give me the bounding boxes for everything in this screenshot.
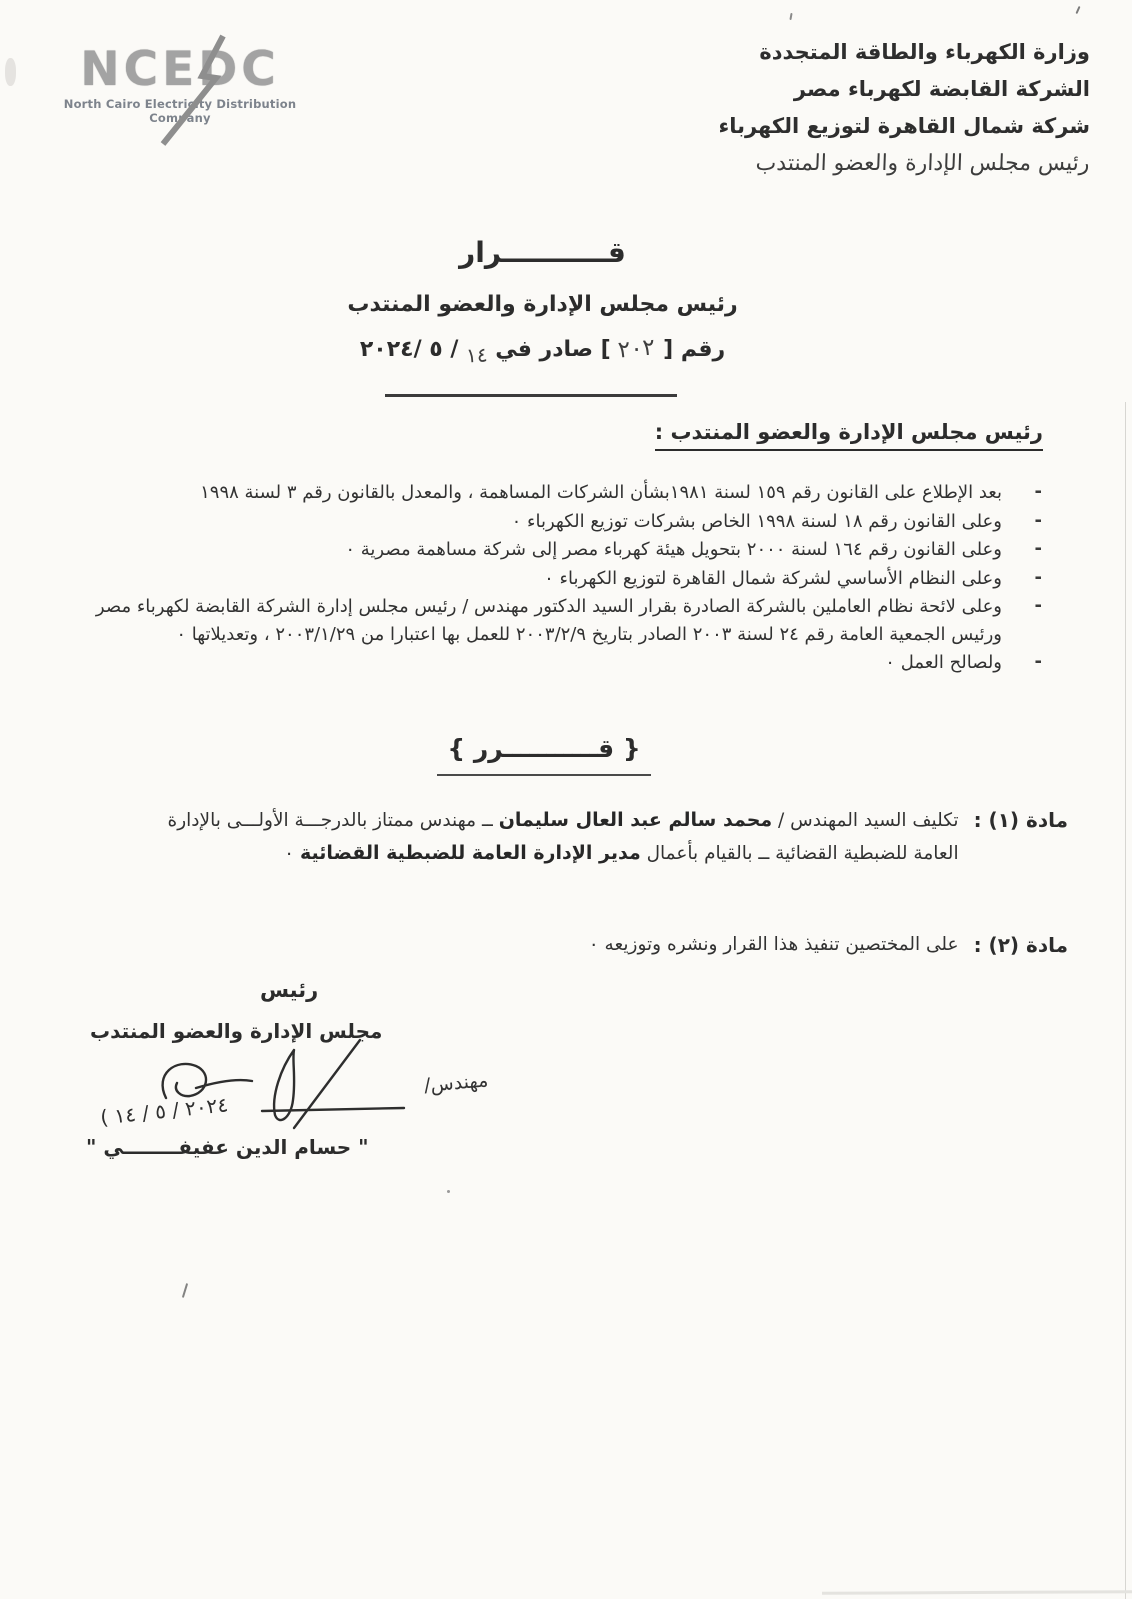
scan-edge-bottom: [822, 1590, 1132, 1595]
assignee-name: محمد سالم عبد العال سليمان: [498, 809, 773, 831]
decree-number-line: [0, 334, 1085, 368]
date-separator-2: /: [413, 337, 430, 362]
preamble-list: [66, 479, 1044, 678]
stray-mark-top-center: [789, 13, 792, 20]
signer-name: " حسام الدين عفيفــــــــي ": [86, 1135, 369, 1159]
scan-smudge-left: [5, 58, 16, 86]
article-1-period: ٠: [284, 843, 300, 864]
decree-word: قـــــــــــرار: [459, 236, 626, 269]
article-2: [63, 929, 1068, 961]
list-item: - بعد الإطلاع على القانون رقم ١٥٩ لسنة ١٩٨١بشأن الشركات المساهمة ، والمعدل بالقانون رقم ٣ لسنة ١٩٩٨: [66, 479, 1044, 507]
list-item: - وعلى لائحة نظام العاملين بالشركة الصادرة بقرار السيد الدكتور مهندس / رئيس مجلس إدارة الشركة القابضة لكهرباء مصر ورئيس الجمعية العامة رقم ٢٤ لسنة ٢٠٠٣ الصادر بتاريخ ٢٠٠٣/٢/٩ للعمل بها اعتبارا من ٢٠٠٣/١/٢٩ ، وتعديلاتها ٠: [66, 593, 1044, 648]
assigned-position: مدير الإدارة العامة للضبطية القضائية: [299, 842, 641, 864]
ncedc-logo: [50, 42, 310, 125]
preamble-heading: رئيس مجلس الإدارة والعضو المنتدب :: [655, 420, 1043, 451]
list-item: - وعلى النظام الأساسي لشركة شمال القاهرة لتوزيع الكهرباء ٠: [66, 565, 1044, 593]
handwritten-decree-number: ٢٠٢: [617, 334, 657, 364]
stray-pen-mark: [182, 1283, 188, 1298]
decision-block: [0, 734, 1088, 776]
decision-word: { قـــــــــــرر }: [437, 734, 650, 776]
signer-title-line-2: مجلس الإدارة والعضو المنتدب: [90, 1019, 383, 1043]
article-1-body: [159, 804, 959, 870]
stray-dot: [447, 1190, 450, 1193]
title-underline-rule: [385, 394, 677, 397]
stray-mark-top-right: [1075, 6, 1080, 14]
chairman-office-line: رئيس مجلس الإدارة والعضو المنتدب: [755, 151, 1091, 176]
article-2-label: مادة (٢) :: [973, 933, 1068, 957]
article-2-body: على المختصين تنفيذ هذا القرار ونشره وتوزيعه ٠: [588, 934, 959, 955]
list-item: - ولصالح العمل ٠: [66, 649, 1044, 677]
date-month: ٥: [429, 337, 443, 362]
ministry-name: وزارة الكهرباء والطاقة المتجددة: [759, 40, 1090, 64]
list-item: - وعلى القانون رقم ١٦٤ لسنة ٢٠٠٠ بتحويل هيئة كهرباء مصر إلى شركة مساهمة مصرية ٠: [66, 536, 1044, 564]
signer-title-line-1: رئيس: [260, 978, 319, 1002]
date-separator-1: /: [442, 337, 467, 362]
handwritten-signature-date: ( ٢٠٢٤ / ٥ / ١٤: [99, 1092, 230, 1130]
holding-company-name: الشركة القابضة لكهرباء مصر: [793, 77, 1090, 101]
list-item: - وعلى القانون رقم ١٨ لسنة ١٩٩٨ الخاص بشركات توزيع الكهرباء ٠: [66, 508, 1044, 536]
ncedc-logo-acronym: NCEDC: [80, 42, 280, 97]
company-name: شركة شمال القاهرة لتوزيع الكهرباء: [718, 114, 1090, 138]
scan-edge-right: [1125, 402, 1126, 1599]
article-1: [63, 804, 1068, 870]
article-1-text: ــ مهندس ممتاز بالدرجـــة الأولـــى بالإدارة العامة للضبطية القضائية ــ بالقيام بأعمال: [167, 810, 959, 864]
article-1-text: تكليف السيد المهندس /: [772, 810, 959, 831]
handwritten-engineer-prefix: مهندس/: [423, 1069, 490, 1097]
ncedc-logo-caption: North Cairo Electricity Distribution Company: [63, 97, 297, 125]
signature-block: [86, 978, 516, 1188]
ministry-letterhead: [718, 34, 1090, 182]
decree-number-prefix: رقم [: [655, 337, 726, 362]
decree-title-block: [0, 236, 1085, 368]
date-year: ٢٠٢٤: [359, 337, 414, 362]
article-1-label: مادة (١) :: [973, 808, 1068, 832]
decree-number-middle: ] صادر في: [487, 337, 619, 362]
handwritten-day: ١٤: [465, 342, 489, 368]
decree-issuer-line: رئيس مجلس الإدارة والعضو المنتدب: [347, 292, 738, 317]
